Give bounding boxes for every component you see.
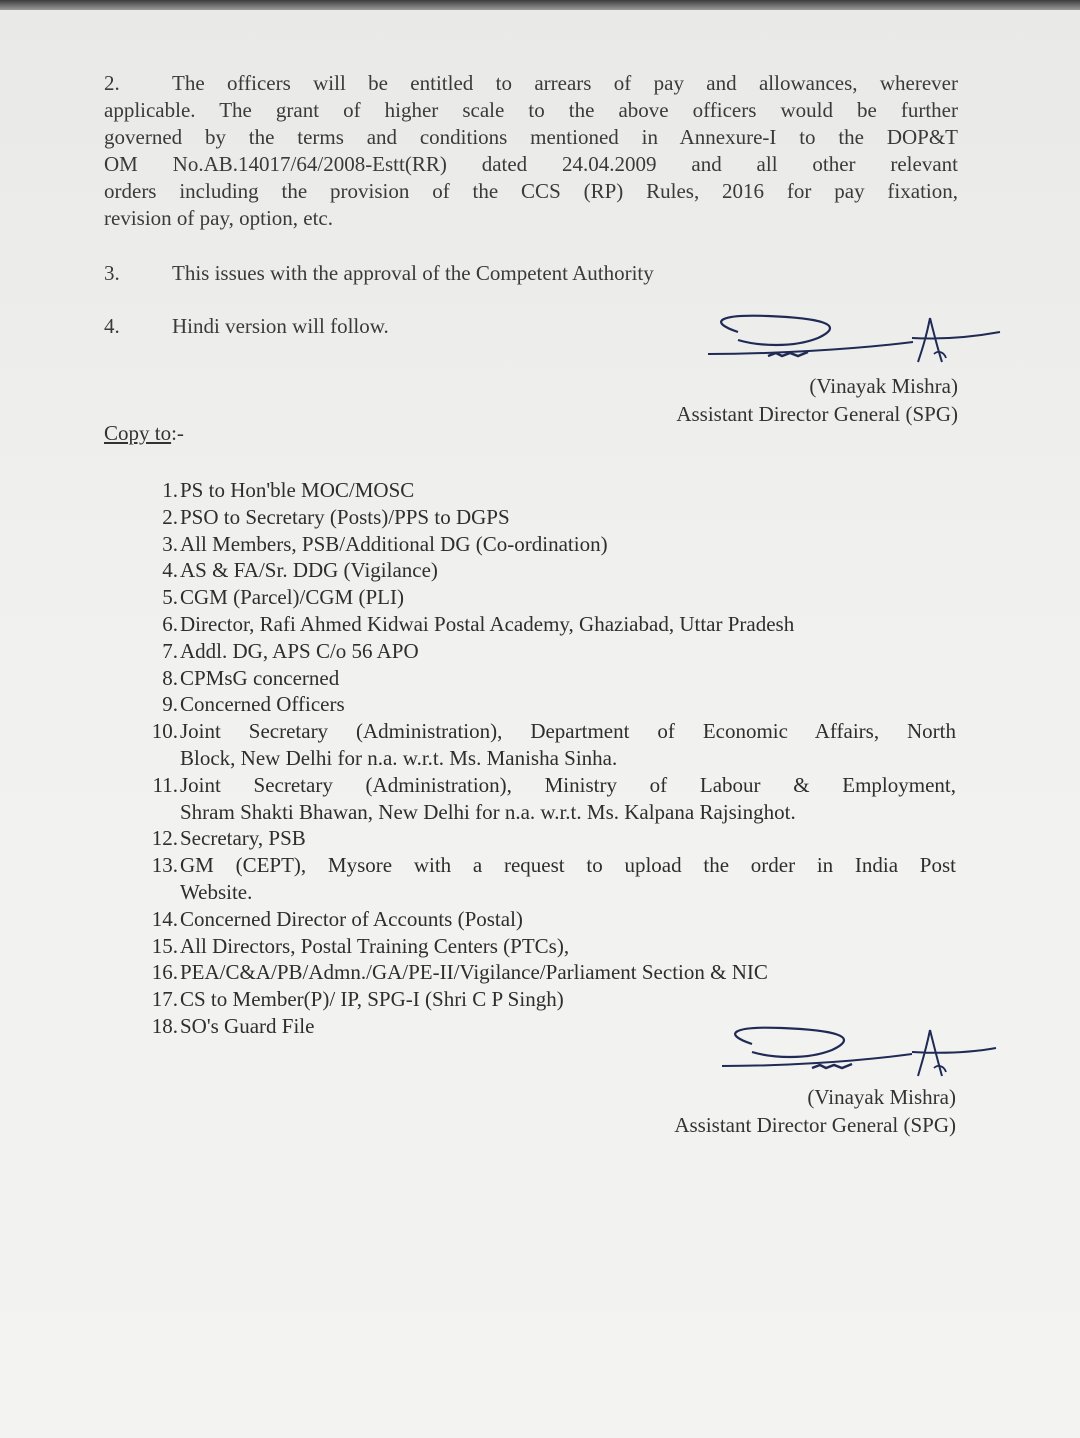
copy-list-text: [178, 557, 956, 584]
copy-list-line: Secretary, PSB: [180, 826, 306, 851]
copy-list-number: 5.: [162, 585, 178, 610]
copy-list-number: 14.: [151, 906, 178, 931]
copy-list-number: 2.: [162, 504, 178, 529]
paragraph-3: [104, 260, 958, 287]
copy-list-item: [144, 933, 956, 960]
paragraph-2-line-3: governed by the terms and conditions mentioned in Annexure-I to the DOP&T: [104, 125, 958, 149]
copy-list-text: [178, 504, 956, 531]
copy-list-number: 6.: [162, 611, 178, 636]
paragraph-2: [104, 70, 958, 232]
paragraph-number: 4.: [104, 314, 120, 338]
copy-list-number: 12.: [151, 826, 178, 851]
copy-list-text: [178, 691, 956, 718]
copy-list-line: Concerned Director of Accounts (Postal): [180, 906, 523, 931]
copy-list-line: All Members, PSB/Additional DG (Co-ordination): [180, 531, 608, 556]
copy-list-line: All Directors, Postal Training Centers (PTCs),: [180, 933, 570, 958]
copy-list-line: AS & FA/Sr. DDG (Vigilance): [180, 558, 438, 583]
copy-list-text: [178, 718, 956, 772]
copy-list-item: [144, 906, 956, 933]
copy-to-suffix: :-: [171, 421, 184, 445]
handwritten-signature: [712, 1022, 1012, 1084]
copy-list-item: [144, 557, 956, 584]
copy-list-number: 1.: [162, 478, 178, 502]
copy-list-text: [178, 611, 956, 638]
copy-list-text: [178, 665, 956, 692]
copy-list-text: [178, 959, 956, 986]
copy-list-line: CS to Member(P)/ IP, SPG-I (Shri C P Singh): [180, 987, 564, 1012]
copy-list-item: [144, 531, 956, 558]
copy-to-label: Copy to: [104, 421, 172, 445]
copy-list-text: [178, 906, 956, 933]
paragraph-number: 3.: [104, 261, 120, 285]
paragraph-2-line-5: orders including the provision of the CCS (RP) Rules, 2016 for pay fixation,: [104, 179, 958, 203]
signature-block: [576, 1083, 956, 1139]
copy-list-item: [144, 718, 956, 772]
copy-list-item: [144, 611, 956, 638]
copy-list-item: [144, 691, 956, 718]
copy-list-line: GM (CEPT), Mysore with a request to upload the order in India Post: [180, 853, 956, 878]
copy-list-line: Concerned Officers: [180, 692, 345, 717]
copy-list-line: CGM (Parcel)/CGM (PLI): [180, 585, 404, 610]
copy-to-heading: [104, 421, 184, 446]
copy-list-text: [178, 638, 956, 665]
copy-list-line: Addl. DG, APS C/o 56 APO: [180, 638, 419, 663]
copy-list-item: [144, 825, 956, 852]
copy-list-number: 13.: [151, 853, 178, 878]
copy-list-number: 15.: [151, 933, 178, 958]
copy-list-line: Website.: [180, 879, 253, 904]
copy-list-line: CPMsG concerned: [180, 665, 340, 690]
copy-list-item: [144, 477, 956, 504]
copy-list-line: Block, New Delhi for n.a. w.r.t. Ms. Manisha Sinha.: [180, 745, 618, 770]
paragraph-2-line-2: applicable. The grant of higher scale to the above officers would be further: [104, 98, 958, 122]
copy-list-text: [178, 584, 956, 611]
copy-list-line: Joint Secretary (Administration), Department of Economic Affairs, North: [180, 719, 956, 744]
paragraph-2-line-6: revision of pay, option, etc.: [104, 206, 334, 230]
copy-list-number: 11.: [152, 772, 178, 797]
copy-list-number: 3.: [162, 531, 178, 556]
copy-list-line: PEA/C&A/PB/Admn./GA/PE-II/Vigilance/Parliament Section & NIC: [180, 960, 768, 985]
copy-list-number: 7.: [162, 638, 178, 663]
copy-list-text: [178, 772, 956, 826]
copy-list-item: [144, 584, 956, 611]
copy-list-text: [178, 986, 956, 1013]
copy-list-line: Joint Secretary (Administration), Ministry of Labour & Employment,: [180, 772, 956, 797]
copy-to-list: [144, 477, 956, 1040]
copy-list-item: [144, 504, 956, 531]
copy-list-number: 17.: [151, 987, 178, 1012]
copy-list-text: [178, 531, 956, 558]
copy-list-line: Director, Rafi Ahmed Kidwai Postal Academy, Ghaziabad, Uttar Pradesh: [180, 611, 795, 636]
signatory-name: (Vinayak Mishra): [809, 374, 958, 398]
paragraph-3-text: This issues with the approval of the Competent Authority: [172, 261, 654, 285]
copy-list-number: 8.: [162, 665, 178, 690]
copy-list-text: [178, 933, 956, 960]
copy-list-number: 10.: [151, 719, 178, 744]
handwritten-signature: [698, 310, 1008, 370]
paragraph-2-line-4: OM No.AB.14017/64/2008-Estt(RR) dated 24.04.2009 and all other relevant: [104, 152, 958, 176]
copy-list-number: 16.: [151, 960, 178, 985]
copy-list-number: 18.: [151, 1013, 178, 1038]
paragraph-number: 2.: [104, 71, 120, 95]
copy-list-item: [144, 772, 956, 826]
copy-list-number: 9.: [162, 692, 178, 717]
copy-list-item: [144, 665, 956, 692]
copy-list-item: [144, 852, 956, 906]
copy-list-line: PS to Hon'ble MOC/MOSC: [180, 478, 415, 502]
copy-list-line: SO's Guard File: [180, 1013, 315, 1038]
copy-list-text: [178, 825, 956, 852]
signatory-name: (Vinayak Mishra): [807, 1085, 956, 1109]
paragraph-2-line-1: 2. The officers will be entitled to arrears of pay and allowances, wherever: [104, 71, 958, 95]
copy-list-line: PSO to Secretary (Posts)/PPS to DGPS: [180, 504, 510, 529]
copy-list-text: [178, 852, 956, 906]
copy-list-item: [144, 986, 956, 1013]
signatory-designation: Assistant Director General (SPG): [674, 1113, 956, 1137]
photo-top-edge: [0, 0, 1080, 10]
signatory-designation: Assistant Director General (SPG): [676, 402, 958, 426]
copy-list-item: [144, 959, 956, 986]
paragraph-4-text: Hindi version will follow.: [172, 314, 389, 338]
copy-list-number: 4.: [162, 558, 178, 583]
copy-list-line: Shram Shakti Bhawan, New Delhi for n.a. w.r.t. Ms. Kalpana Rajsinghot.: [180, 799, 796, 824]
copy-list-text: [178, 477, 956, 504]
copy-list-item: [144, 638, 956, 665]
document-page: [0, 10, 1080, 1438]
signature-block: [578, 372, 958, 428]
